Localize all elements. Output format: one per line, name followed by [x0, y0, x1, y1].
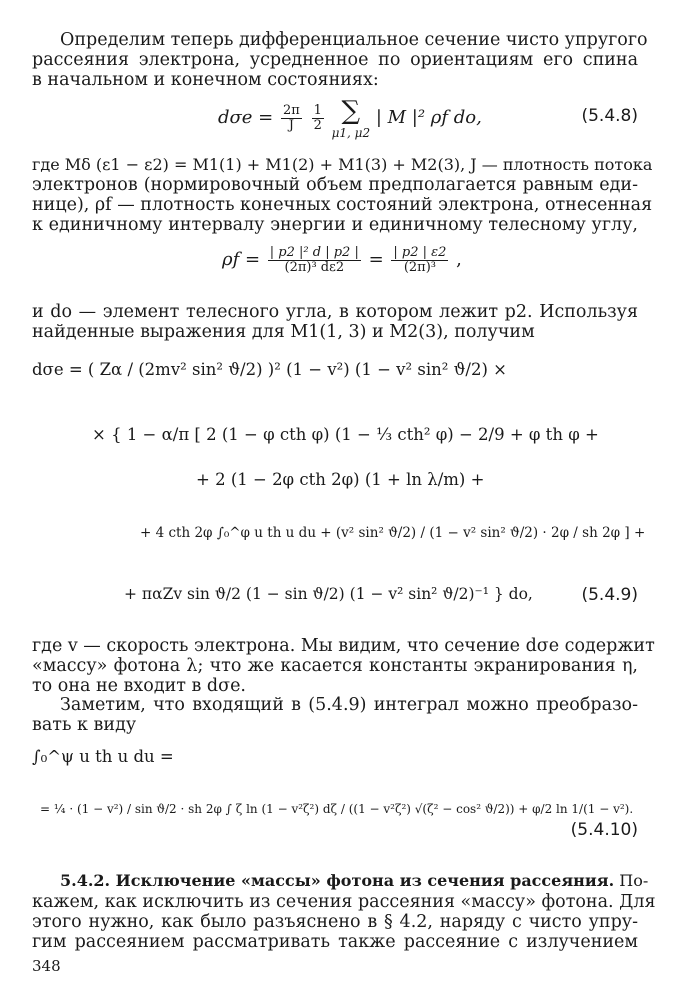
- eq-lhs: ρf =: [222, 249, 261, 271]
- text-line: электронов (нормировочный объем предполагается равным еди-: [32, 175, 638, 195]
- equation-5-4-9-row3: + 2 (1 − 2φ cth 2φ) (1 + ln λ/m) +: [196, 470, 485, 489]
- text-line: то она не входит в dσe.: [32, 676, 246, 696]
- equation-5-4-10-row2: = ¼ · (1 − v²) / sin ϑ/2 · sh 2φ ∫ ζ ln (1 − v²ζ²) dζ / ((1 − v²ζ²) √(ζ² − cos² ϑ/2)) + φ/2 ln 1/(1 − v²).: [40, 802, 634, 816]
- equation-5-4-9-row1: dσe = ( Zα / (2mv² sin² ϑ/2) )² (1 − v²) (1 − v² sin² ϑ/2) ×: [32, 360, 507, 379]
- fraction: [268, 246, 361, 274]
- text-line: «массу» фотона λ; что же касается константы экранирования η,: [32, 656, 638, 676]
- sum-subscript: μ1, μ2: [331, 126, 371, 140]
- numerator: | p2 |² d | p2 |: [269, 245, 359, 260]
- fraction: [312, 104, 324, 132]
- equation-5-4-9-row5: + παZv sin ϑ/2 (1 − sin ϑ/2) (1 − v² sin² ϑ/2)⁻¹ } do,: [124, 585, 533, 603]
- section-heading: 5.4.2. Исключение «массы» фотона из сечения рассеяния.: [60, 871, 615, 890]
- sum-symbol: [332, 96, 371, 140]
- text-line: где v — скорость электрона. Мы видим, что сечение dσe содержит: [32, 636, 655, 656]
- equals-sign: =: [368, 249, 384, 271]
- text-line: найденные выражения для M1(1, 3) и M2(3), получим: [32, 322, 535, 342]
- denominator: J: [288, 117, 295, 133]
- text-line: в начальном и конечном состояниях:: [32, 70, 379, 90]
- equation-number: (5.4.9): [581, 585, 638, 605]
- numerator: 2π: [283, 102, 300, 118]
- text-line: кажем, как исключить из сечения рассеяния «массу» фотона. Для: [32, 892, 656, 912]
- numerator: 1: [313, 102, 322, 118]
- comma: ,: [456, 249, 462, 271]
- fraction: [391, 246, 448, 274]
- text-line: к единичному интервалу энергии и единичному телесному углу,: [32, 215, 638, 235]
- equation-number: (5.4.8): [581, 106, 638, 126]
- text-line: Определим теперь дифференциальное сечение чисто упругого: [60, 30, 648, 50]
- heading-continuation: По-: [619, 871, 649, 890]
- text-line: гим рассеянием рассматривать также рассеяние с излучением: [32, 932, 638, 952]
- equation-5-4-10-row1: ∫₀^ψ u th u du =: [32, 747, 174, 766]
- equation-5-4-9-row4: + 4 cth 2φ ∫₀^φ u th u du + (v² sin² ϑ/2) / (1 − v² sin² ϑ/2) · 2φ / sh 2φ ] +: [140, 525, 646, 541]
- text-line: нице), ρf — плотность конечных состояний электрона, отнесенная: [32, 195, 653, 215]
- eq-rhs: | M |² ρf do,: [375, 107, 482, 128]
- text-line: и do — элемент телесного угла, в котором лежит p2. Используя: [32, 302, 638, 322]
- section-heading-line: [32, 871, 649, 891]
- equation-5-4-9-row2: × { 1 − α/π [ 2 (1 − φ cth φ) (1 − ⅓ cth² φ) − 2/9 + φ th φ +: [92, 425, 599, 444]
- fraction: [281, 104, 302, 132]
- denominator: 2: [313, 117, 322, 133]
- denominator: (2π)³ dε2: [284, 259, 345, 275]
- text-line: рассеяния электрона, усредненное по ориентациям его спина: [32, 50, 638, 70]
- denominator: (2π)³: [403, 259, 436, 275]
- text-line: этого нужно, как было разъяснено в § 4.2, наряду с чисто упру-: [32, 912, 638, 932]
- text-line: где Mδ (ε1 − ε2) = M1(1) + M1(2) + M1(3) + M2(3), J — плотность потока: [32, 155, 653, 174]
- equation-rho: [222, 246, 462, 274]
- equation-number: (5.4.10): [570, 820, 638, 840]
- eq-lhs: dσe =: [218, 107, 274, 128]
- sigma: ∑: [341, 96, 361, 126]
- page-number: 348: [32, 957, 61, 975]
- text-line: Заметим, что входящий в (5.4.9) интеграл можно преобразо-: [60, 695, 638, 715]
- numerator: | p2 | ε2: [393, 245, 447, 260]
- text-line: вать к виду: [32, 715, 137, 735]
- equation-5-4-8: [218, 96, 482, 140]
